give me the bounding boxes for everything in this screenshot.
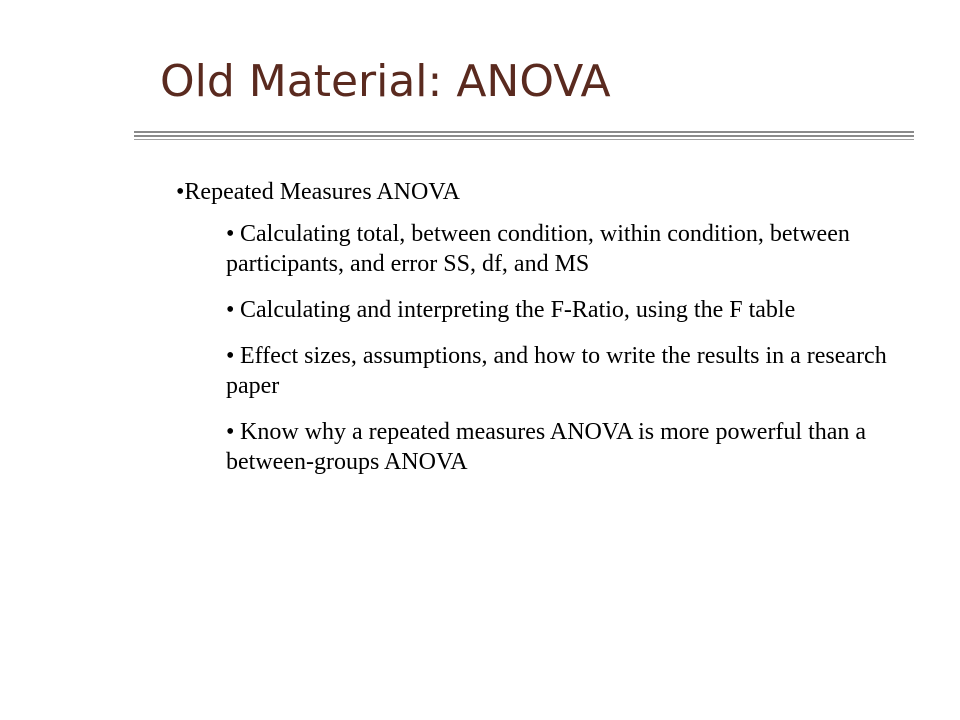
title-divider-line <box>134 131 914 133</box>
bullet-marker: • <box>226 297 235 323</box>
title-divider-line <box>134 135 914 137</box>
main-bullet <box>176 176 936 209</box>
slide-content <box>176 176 936 493</box>
main-bullet-text: Repeated Measures ANOVA <box>184 179 460 205</box>
sub-bullet-item <box>226 295 916 325</box>
sub-bullet-list <box>176 219 936 477</box>
bullet-marker: • <box>176 179 185 205</box>
sub-bullet-text: Calculating total, between condition, within condition, between participants, and error SS, df, and MS <box>226 221 850 277</box>
sub-bullet-text: Effect sizes, assumptions, and how to write the results in a research paper <box>226 343 887 399</box>
sub-bullet-item <box>226 341 916 401</box>
sub-bullet-item <box>226 417 916 477</box>
sub-bullet-item <box>226 219 916 279</box>
sub-bullet-text: Calculating and interpreting the F-Ratio, using the F table <box>240 297 796 323</box>
title-divider-line <box>134 139 914 140</box>
bullet-marker: • <box>226 221 235 247</box>
slide-title: Old Material: ANOVA <box>160 56 611 107</box>
sub-bullet-text: Know why a repeated measures ANOVA is more powerful than a between-groups ANOVA <box>226 419 867 475</box>
bullet-marker: • <box>226 343 235 369</box>
bullet-marker: • <box>226 419 235 445</box>
